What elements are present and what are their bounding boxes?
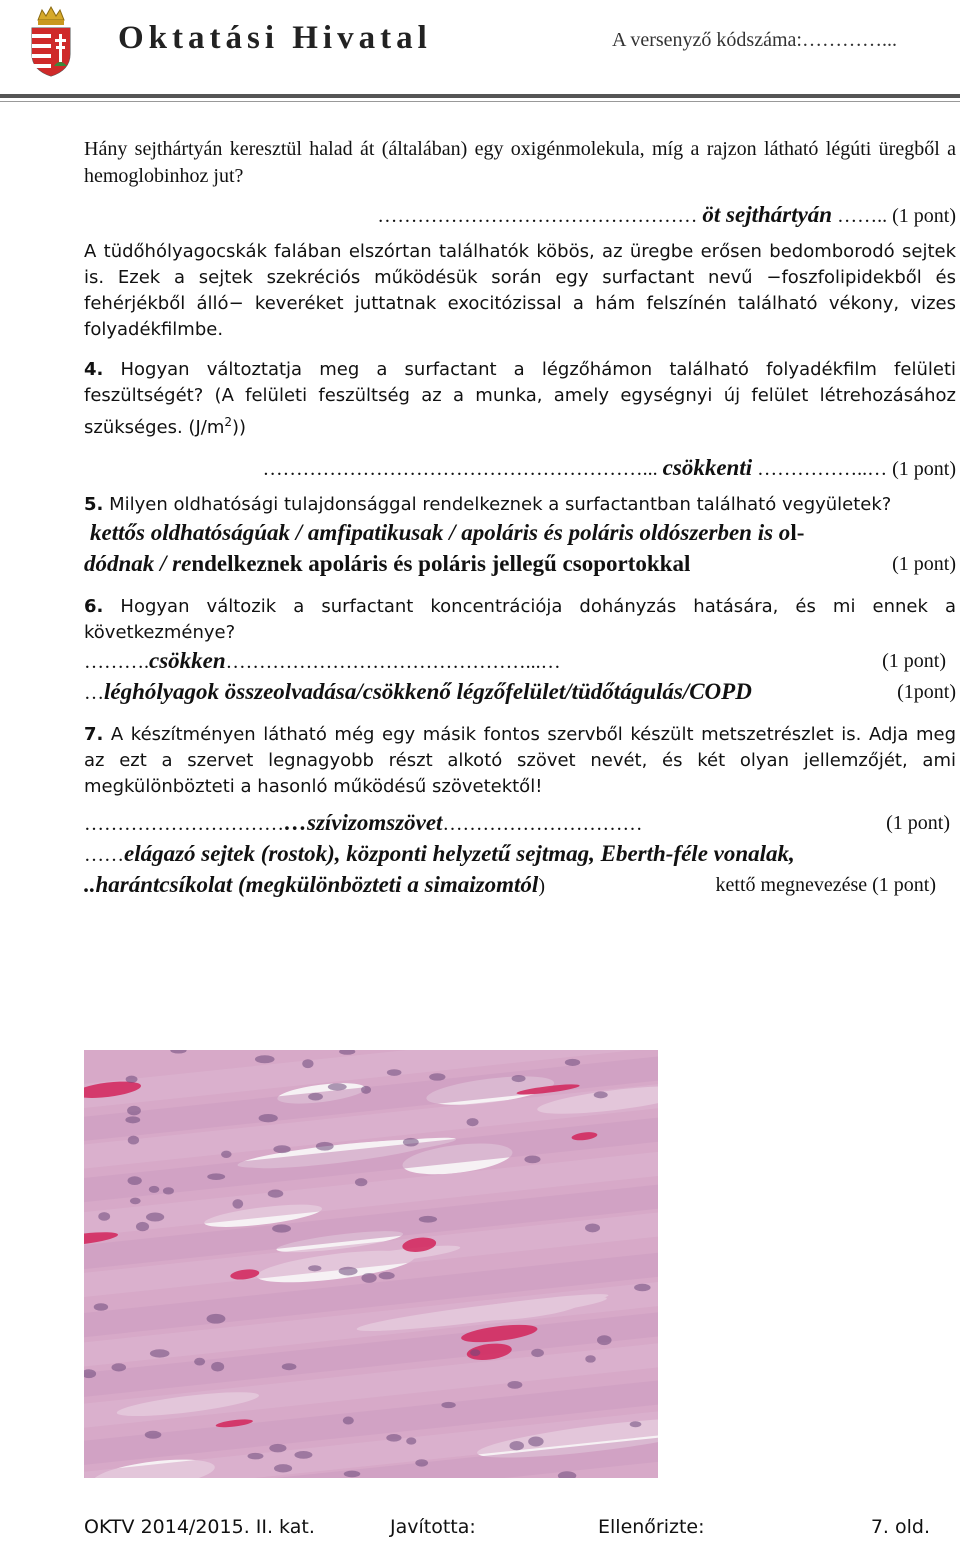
question-text-end: )) [232,417,247,438]
question-text: Hogyan változtatja meg a surfactant a légzőhámon található folyadékfilm felületi feszültségét? (A felületi feszültség az a munka, amely egységnyi új felület létrehozásához szükséges. (J/m [84,359,956,438]
answer-line-6a [84,646,956,677]
answer-line-7c [84,870,956,901]
answer-dots: ………………………… [442,813,643,835]
question-intro: Hány sejthártyán keresztül halad át (általában) egy oxigénmolekula, míg a rajzon látható légúti üregből a hemoglobinhoz jut? [84,138,956,187]
page-header [0,0,960,110]
answer-text: dódnak / re [84,551,192,576]
answer-prefix: .. [84,872,96,897]
answer-dots: ………………………………………… [377,205,703,227]
answer-line-6b [84,677,956,708]
points-label: (1 pont) [886,812,950,834]
question-6 [84,594,956,646]
passage-sentence: A tüdőhólyagocskák falában elszórtan találhatók köbös, az üregbe erősen bedomborodó sejtek is. [84,241,956,288]
footer-exam: OKTV 2014/2015. II. kat. [84,1516,315,1538]
question-text: Hogyan változik a surfactant koncentrációja dohányzás hatására, és mi ennek a következménye? [84,596,956,643]
answer-text: harántcsíkolat (megkülönbözteti a simaizomtól [95,872,539,897]
question-text: Milyen oldhatósági tulajdonsággal rendelkeznek a surfactantban található vegyületek? [103,494,892,515]
answer-line-7a [84,808,956,839]
answer-line-5a [84,518,956,549]
micrograph-image [84,1050,658,1478]
question-5 [84,492,956,518]
answer-dots: ……………..… [752,458,888,480]
answer-dots: … [84,682,104,704]
points-label: (1 pont) [882,650,946,672]
question-number: 6. [84,596,104,617]
answer-text: ndelkeznek apoláris és poláris jellegű csoportokkal [191,551,691,576]
answer-line-7b [84,839,956,870]
answer-text: kettős oldhatóságúak / amfipatikusak / apoláris és poláris oldószerben is o [90,520,791,545]
answer-text: csökkenti [662,455,753,480]
footer-corrected: Javította: [390,1516,476,1538]
question-text: A készítményen látható még egy másik fontos szervből készült metszetrészlet is. Adja meg az ezt a szervet legnagyobb részt alkotó szövet nevét, és két olyan jellemzőjét, ami megkülönbözteti a hasonló működésű szövetektől! [84,724,956,797]
answer-dots: ………………………………………...… [225,651,561,673]
answer-dots: …….. [832,205,888,227]
answer-text: elágazó sejtek (rostok), központi helyzetű sejtmag, Eberth-féle vonalak, [124,841,795,866]
passage-sentence: Ezek a sejtek szekréciós működésük során egy surfactant nevű −foszfolipidekből és fehérjékből álló− keveréket juttatnak exocitózissal a hám felszínén található vékony, vizes folyadékfilmbe. [84,267,956,340]
answer-dots: ………………………… [84,813,284,835]
footer-page-number: 7. old. [870,1516,930,1538]
question-number: 5. [84,494,104,515]
header-rule-thin [0,101,960,102]
organization-name: Oktatási Hivatal [118,20,432,56]
points-label: (1 pont) [892,458,956,480]
question-number: 4. [84,359,104,380]
question-7 [84,722,956,800]
points-label: (1pont) [897,681,956,703]
answer-text: öt sejthártyán [702,202,833,227]
page-content [84,136,956,901]
answer-dots: …………………………………………………... [262,458,663,480]
points-label: (1 pont) [892,205,956,227]
answer-dots: …… [84,844,124,866]
passage [84,239,956,343]
answer-text: csökken [149,648,226,673]
answer-line-intro [84,200,956,231]
question-number: 7. [84,724,104,745]
superscript: 2 [224,415,233,429]
answer-note: kettő megnevezése [715,874,868,896]
answer-text-end: l- [790,520,805,545]
question-4 [84,357,956,441]
header-rule [0,94,960,98]
points-label: (1 pont) [892,553,956,575]
answer-line-4 [84,453,956,484]
answer-close: ) [538,875,545,897]
answer-text: léghólyagok összeolvadása/csökkenő légzőfelület/tüdőtágulás/COPD [104,679,752,704]
points-label: (1 pont) [872,874,936,896]
hungarian-crest-icon [28,4,74,78]
answer-dots: ………. [84,651,149,673]
footer-checked: Ellenőrizte: [598,1516,705,1538]
answer-line-5b [84,549,956,580]
answer-text: …szívizomszövet [284,810,443,835]
cardiac-muscle-micrograph [84,1050,658,1478]
competitor-code-label: A versenyző kódszáma:…………... [612,29,897,51]
